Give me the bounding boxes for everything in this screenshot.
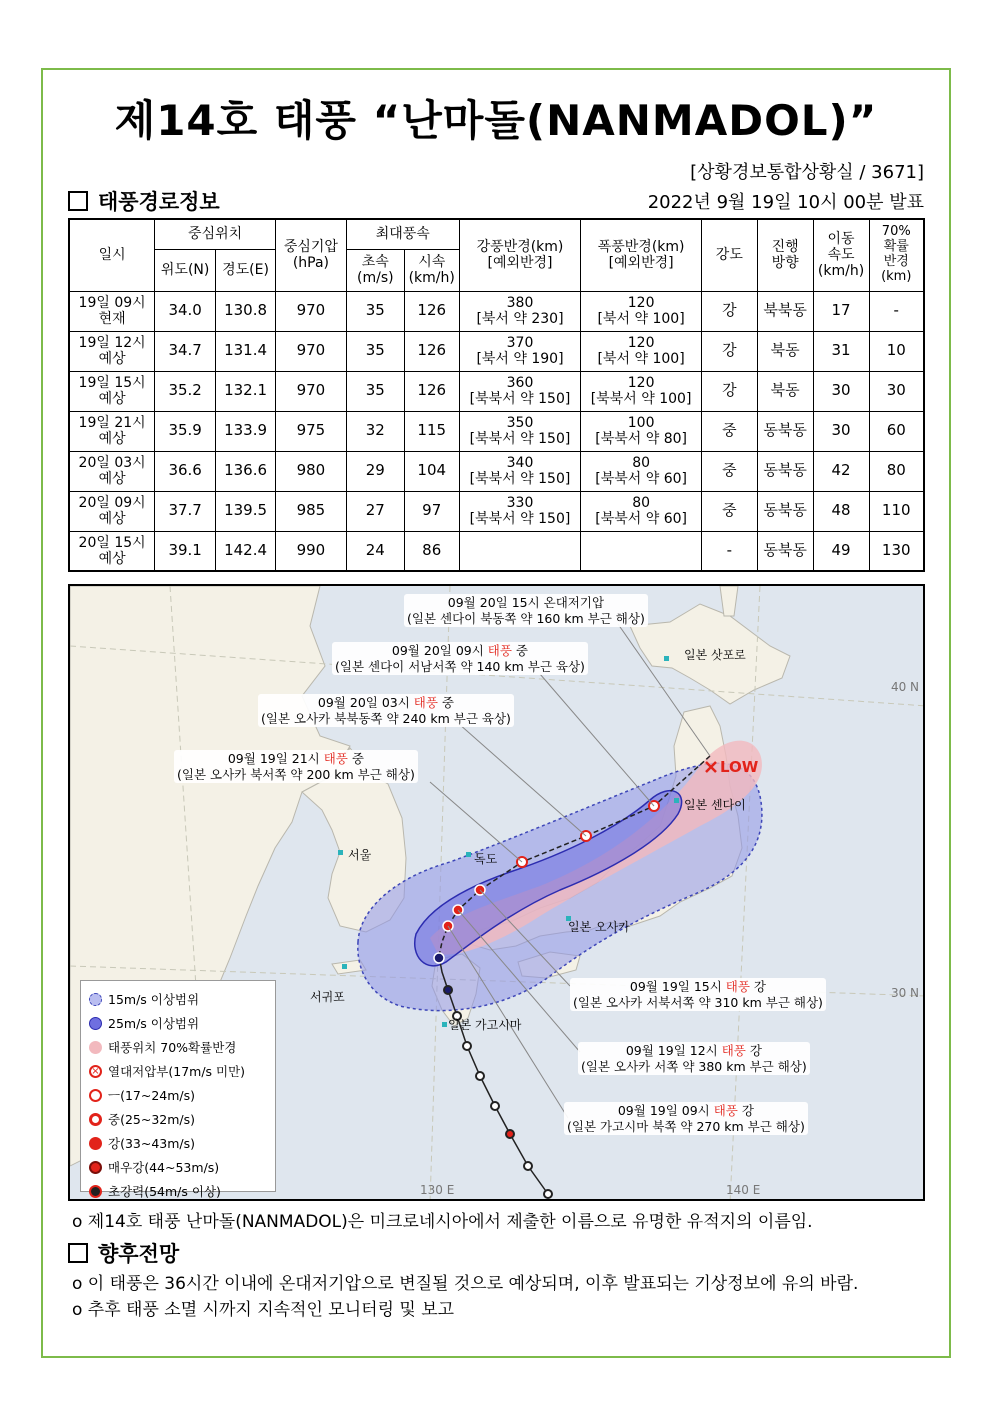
cell-strong: 340 [북북서 약 150] bbox=[459, 451, 581, 491]
map-legend bbox=[80, 980, 276, 1199]
typhoon-very-strong-icon bbox=[89, 1161, 102, 1174]
cell-pressure: 975 bbox=[276, 411, 347, 451]
probability-radius-icon bbox=[89, 1041, 102, 1054]
cell-lon: 136.6 bbox=[216, 451, 276, 491]
cell-strong: 360 [북북서 약 150] bbox=[459, 371, 581, 411]
col-time: 일시 bbox=[69, 219, 155, 291]
place-seogwipo: 서귀포 bbox=[310, 990, 345, 1004]
cell-lat: 35.9 bbox=[155, 411, 216, 451]
cell-wind_ms: 24 bbox=[346, 531, 404, 571]
cell-intensity: 강 bbox=[701, 331, 757, 371]
cell-pressure: 970 bbox=[276, 291, 347, 331]
cell-wind_ms: 35 bbox=[346, 331, 404, 371]
cell-strong: 370 [북서 약 190] bbox=[459, 331, 581, 371]
cell-storm: 120 [북북서 약 100] bbox=[581, 371, 702, 411]
cell-speed: 49 bbox=[813, 531, 869, 571]
cell-speed: 48 bbox=[813, 491, 869, 531]
col-center: 중심위치 bbox=[155, 219, 276, 249]
legend-item: × 열대저압부(17m/s 미만) bbox=[89, 1059, 267, 1083]
cell-time: 20일 03시 예상 bbox=[69, 451, 155, 491]
cell-pressure: 970 bbox=[276, 371, 347, 411]
table-row bbox=[69, 411, 924, 451]
place-sendai: 일본 센다이 bbox=[684, 798, 746, 812]
grid-label-130e: 130 E bbox=[420, 1183, 455, 1197]
annotation-5: 09월 19일 12시 태풍 강 (일본 오사카 서쪽 약 380 km 부근 해상) bbox=[578, 1042, 810, 1075]
cell-time: 19일 12시 예상 bbox=[69, 331, 155, 371]
past-marker bbox=[524, 1162, 532, 1170]
annotation-6: 09월 19일 09시 태풍 강 (일본 가고시마 북쪽 약 270 km 부근 해상) bbox=[564, 1102, 808, 1135]
cell-storm: 120 [북서 약 100] bbox=[581, 331, 702, 371]
table-row bbox=[69, 491, 924, 531]
checkbox-icon bbox=[68, 1243, 88, 1263]
checkbox-icon bbox=[68, 191, 88, 211]
cell-lon: 139.5 bbox=[216, 491, 276, 531]
cell-lon: 133.9 bbox=[216, 411, 276, 451]
cell-wind_kmh: 126 bbox=[404, 331, 459, 371]
cell-pressure: 985 bbox=[276, 491, 347, 531]
col-wind-ms: 초속 (m/s) bbox=[346, 249, 404, 291]
legend-item: 매우강(44~53m/s) bbox=[89, 1155, 267, 1179]
land-sakhalin bbox=[720, 586, 738, 616]
cell-prob: 80 bbox=[869, 451, 924, 491]
track-section-title: 태풍경로정보 bbox=[98, 190, 220, 214]
tropical-depression-icon: × bbox=[89, 1065, 102, 1078]
current-marker bbox=[434, 953, 444, 963]
cell-speed: 42 bbox=[813, 451, 869, 491]
cell-lon: 130.8 bbox=[216, 291, 276, 331]
cell-lat: 35.2 bbox=[155, 371, 216, 411]
cell-lat: 34.0 bbox=[155, 291, 216, 331]
cell-wind_ms: 32 bbox=[346, 411, 404, 451]
seogwipo-dot bbox=[342, 964, 347, 969]
col-lat: 위도(N) bbox=[155, 249, 216, 291]
col-storm-radius: 폭풍반경(km) [예외반경] bbox=[581, 219, 702, 291]
typhoon-medium-icon bbox=[89, 1113, 102, 1126]
table-row bbox=[69, 371, 924, 411]
cell-direction: 북북동 bbox=[757, 291, 813, 331]
col-speed: 이동 속도 (km/h) bbox=[813, 219, 869, 291]
legend-item: 중(25~32m/s) bbox=[89, 1107, 267, 1131]
cell-strong: 350 [북북서 약 150] bbox=[459, 411, 581, 451]
legend-item: ㅡ(17~24m/s) bbox=[89, 1083, 267, 1107]
cell-time: 20일 09시 예상 bbox=[69, 491, 155, 531]
typhoon-strong-icon bbox=[89, 1137, 102, 1150]
cell-direction: 북동 bbox=[757, 371, 813, 411]
cell-prob: 110 bbox=[869, 491, 924, 531]
gale-range-icon bbox=[89, 993, 102, 1006]
typhoon-track-map bbox=[68, 584, 925, 1201]
cell-wind_ms: 29 bbox=[346, 451, 404, 491]
past-marker bbox=[476, 1072, 484, 1080]
col-max-wind: 최대풍속 bbox=[346, 219, 459, 249]
typhoon-weak-icon bbox=[89, 1089, 102, 1102]
legend-item: 15m/s 이상범위 bbox=[89, 987, 267, 1011]
cell-prob: 30 bbox=[869, 371, 924, 411]
cell-wind_kmh: 86 bbox=[404, 531, 459, 571]
place-dokdo: 독도 bbox=[474, 852, 498, 866]
cell-direction: 동북동 bbox=[757, 491, 813, 531]
cell-strong: 330 [북북서 약 150] bbox=[459, 491, 581, 531]
low-label: LOW bbox=[720, 758, 759, 776]
cell-speed: 30 bbox=[813, 411, 869, 451]
department-label: [상황경보통합상황실 / 3671] bbox=[690, 162, 924, 183]
cell-wind_ms: 27 bbox=[346, 491, 404, 531]
kagoshima-dot bbox=[442, 1022, 447, 1027]
cell-lon: 131.4 bbox=[216, 331, 276, 371]
cell-pressure: 990 bbox=[276, 531, 347, 571]
grid-label-140e: 140 E bbox=[726, 1183, 761, 1197]
cell-prob: 130 bbox=[869, 531, 924, 571]
cell-pressure: 970 bbox=[276, 331, 347, 371]
cell-direction: 북동 bbox=[757, 331, 813, 371]
cell-time: 19일 21시 예상 bbox=[69, 411, 155, 451]
cell-direction: 동북동 bbox=[757, 531, 813, 571]
past-marker bbox=[491, 1102, 499, 1110]
typhoon-track-table bbox=[68, 218, 925, 572]
annotation-2: 09월 20일 03시 태풍 중 (일본 오사카 북북동쪽 약 240 km 부근 육상) bbox=[258, 694, 514, 727]
name-note: o 제14호 태풍 난마돌(NANMADOL)은 미크로네시아에서 제출한 이름으로 유명한 유적지의 이름임. bbox=[72, 1212, 813, 1232]
cell-time: 20일 15시 예상 bbox=[69, 531, 155, 571]
storm-range-icon bbox=[89, 1017, 102, 1030]
table-row bbox=[69, 531, 924, 571]
cell-strong: 380 [북서 약 230] bbox=[459, 291, 581, 331]
annotation-3: 09월 19일 21시 태풍 중 (일본 오사카 북서쪽 약 200 km 부근 해상) bbox=[174, 750, 418, 783]
outlook-section-title: 향후전망 bbox=[98, 1242, 180, 1266]
cell-storm: 80 [북북서 약 60] bbox=[581, 451, 702, 491]
annotation-1: 09월 20일 09시 태풍 중 (일본 센다이 서남서쪽 약 140 km 부근 육상) bbox=[332, 642, 588, 675]
cell-direction: 동북동 bbox=[757, 411, 813, 451]
place-osaka: 일본 오사카 bbox=[568, 920, 630, 934]
cell-prob: - bbox=[869, 291, 924, 331]
cell-lat: 36.6 bbox=[155, 451, 216, 491]
place-seoul: 서울 bbox=[348, 848, 372, 862]
cell-intensity: 중 bbox=[701, 491, 757, 531]
sendai-dot bbox=[674, 798, 679, 803]
place-kagoshima: 일본 가고시마 bbox=[448, 1018, 522, 1032]
table-row bbox=[69, 291, 924, 331]
cell-intensity: 중 bbox=[701, 451, 757, 491]
cell-direction: 동북동 bbox=[757, 451, 813, 491]
cell-time: 19일 09시 현재 bbox=[69, 291, 155, 331]
cell-lat: 34.7 bbox=[155, 331, 216, 371]
cell-lat: 39.1 bbox=[155, 531, 216, 571]
table-row bbox=[69, 451, 924, 491]
cell-wind_ms: 35 bbox=[346, 371, 404, 411]
cell-lon: 132.1 bbox=[216, 371, 276, 411]
cell-lat: 37.7 bbox=[155, 491, 216, 531]
cell-wind_ms: 35 bbox=[346, 291, 404, 331]
outlook-line-1: o 이 태풍은 36시간 이내에 온대저기압으로 변질될 것으로 예상되며, 이후 발표되는 기상정보에 유의 바람. bbox=[72, 1274, 859, 1294]
cell-storm bbox=[581, 531, 702, 571]
cell-prob: 10 bbox=[869, 331, 924, 371]
place-sapporo: 일본 삿포로 bbox=[684, 648, 746, 662]
cell-wind_kmh: 115 bbox=[404, 411, 459, 451]
cell-time: 19일 15시 예상 bbox=[69, 371, 155, 411]
past-marker bbox=[506, 1130, 514, 1138]
col-lon: 경도(E) bbox=[216, 249, 276, 291]
legend-item: 초강력(54m/s 이상) bbox=[89, 1179, 267, 1201]
track-section-heading bbox=[68, 186, 220, 216]
col-prob-radius: 70% 확률 반경 (km) bbox=[869, 219, 924, 291]
cell-wind_kmh: 126 bbox=[404, 291, 459, 331]
cell-pressure: 980 bbox=[276, 451, 347, 491]
cell-intensity: 강 bbox=[701, 291, 757, 331]
legend-item: 태풍위치 70%확률반경 bbox=[89, 1035, 267, 1059]
past-marker bbox=[544, 1190, 552, 1198]
past-marker bbox=[444, 986, 452, 994]
cell-intensity: 중 bbox=[701, 411, 757, 451]
cell-speed: 31 bbox=[813, 331, 869, 371]
annotation-4: 09월 19일 15시 태풍 강 (일본 오사카 서북서쪽 약 310 km 부근 해상) bbox=[570, 978, 826, 1011]
page-title: 제14호 태풍 “난마돌(NANMADOL)” bbox=[114, 96, 878, 145]
legend-item: 25m/s 이상범위 bbox=[89, 1011, 267, 1035]
cell-lon: 142.4 bbox=[216, 531, 276, 571]
table-row bbox=[69, 331, 924, 371]
col-wind-kmh: 시속 (km/h) bbox=[404, 249, 459, 291]
cell-intensity: - bbox=[701, 531, 757, 571]
typhoon-super-icon bbox=[89, 1185, 102, 1198]
past-marker bbox=[463, 1042, 471, 1050]
grid-label-40n: 40 N bbox=[890, 680, 919, 694]
outlook-line-2: o 추후 태풍 소멸 시까지 지속적인 모니터링 및 보고 bbox=[72, 1300, 455, 1320]
cell-strong bbox=[459, 531, 581, 571]
col-direction: 진행 방향 bbox=[757, 219, 813, 291]
outlook-section-heading bbox=[68, 1238, 179, 1268]
cell-speed: 30 bbox=[813, 371, 869, 411]
cell-storm: 80 [북북서 약 60] bbox=[581, 491, 702, 531]
col-strong-radius: 강풍반경(km) [예외반경] bbox=[459, 219, 581, 291]
sapporo-dot bbox=[664, 656, 669, 661]
seoul-dot bbox=[338, 850, 343, 855]
cell-wind_kmh: 104 bbox=[404, 451, 459, 491]
col-pressure: 중심기압 (hPa) bbox=[276, 219, 347, 291]
issued-time: 2022년 9월 19일 10시 00분 발표 bbox=[647, 192, 924, 213]
cell-speed: 17 bbox=[813, 291, 869, 331]
cell-storm: 120 [북서 약 100] bbox=[581, 291, 702, 331]
grid-label-30n: 30 N bbox=[890, 986, 919, 1000]
dokdo-dot bbox=[466, 852, 471, 857]
cell-storm: 100 [북북서 약 80] bbox=[581, 411, 702, 451]
legend-item: 강(33~43m/s) bbox=[89, 1131, 267, 1155]
col-intensity: 강도 bbox=[701, 219, 757, 291]
cell-wind_kmh: 126 bbox=[404, 371, 459, 411]
annotation-0: 09월 20일 15시 온대저기압 (일본 센다이 북동쪽 약 160 km 부근 해상) bbox=[404, 594, 648, 627]
cell-wind_kmh: 97 bbox=[404, 491, 459, 531]
cell-intensity: 강 bbox=[701, 371, 757, 411]
cell-prob: 60 bbox=[869, 411, 924, 451]
